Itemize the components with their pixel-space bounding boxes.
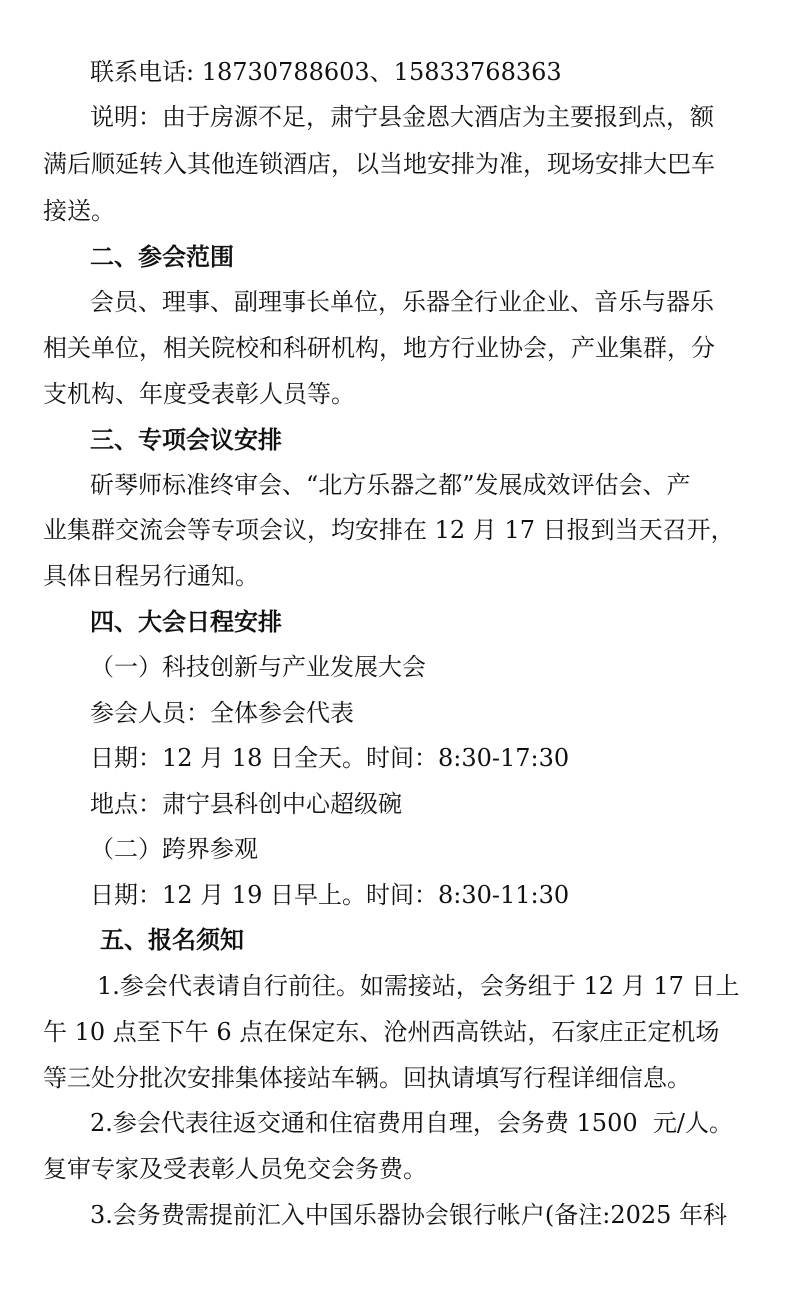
schedule-date-1: 日期：12 月 18 日全天。时间：8:30-17:30 [90, 744, 570, 772]
note-line-3: 接送。 [43, 197, 115, 225]
scope-line-1: 会员、理事、副理事长单位，乐器全行业企业、音乐与器乐 [90, 288, 714, 316]
schedule-place: 地点：肃宁县科创中心超级碗 [90, 790, 402, 818]
meetings-line-3: 具体日程另行通知。 [43, 562, 259, 590]
registration-item-2-line-1: 2.参会代表往返交通和住宿费用自理，会务费 1500 元/人。 [90, 1109, 733, 1137]
scope-line-3: 支机构、年度受表彰人员等。 [43, 380, 355, 408]
schedule-attendees: 参会人员：全体参会代表 [90, 699, 354, 727]
note-line-2: 满后顺延转入其他连锁酒店，以当地安排为准，现场安排大巴车 [43, 150, 715, 178]
scope-line-2: 相关单位，相关院校和科研机构，地方行业协会，产业集群，分 [43, 334, 715, 362]
section-title-schedule: 四、大会日程安排 [90, 608, 282, 636]
schedule-sub-1: （一）科技创新与产业发展大会 [90, 653, 426, 681]
section-title-meetings: 三、专项会议安排 [90, 426, 282, 454]
registration-item-1-line-1: 1.参会代表请自行前往。如需接站，会务组于 12 月 17 日上 [97, 972, 740, 1000]
contact-phone: 联系电话: 18730788603、15833768363 [90, 58, 562, 86]
registration-item-1-line-3: 等三处分批次安排集体接站车辆。回执请填写行程详细信息。 [43, 1064, 691, 1092]
meetings-line-1: 斫琴师标准终审会、“北方乐器之都”发展成效评估会、产 [90, 471, 691, 499]
meetings-line-2: 业集群交流会等专项会议，均安排在 12 月 17 日报到当天召开， [43, 516, 735, 544]
schedule-date-2: 日期：12 月 19 日早上。时间：8:30-11:30 [90, 881, 570, 909]
registration-item-1-line-2: 午 10 点至下午 6 点在保定东、沧州西高铁站，石家庄正定机场 [43, 1018, 720, 1046]
section-title-scope: 二、参会范围 [90, 243, 234, 271]
note-line-1: 说明：由于房源不足，肃宁县金恩大酒店为主要报到点，额 [90, 103, 714, 131]
registration-item-3-line-1: 3.会务费需提前汇入中国乐器协会银行帐户(备注:2025 年科 [90, 1201, 728, 1229]
schedule-sub-2: （二）跨界参观 [90, 835, 258, 863]
registration-item-2-line-2: 复审专家及受表彰人员免交会务费。 [43, 1155, 427, 1183]
section-title-registration: 五、报名须知 [100, 926, 244, 954]
